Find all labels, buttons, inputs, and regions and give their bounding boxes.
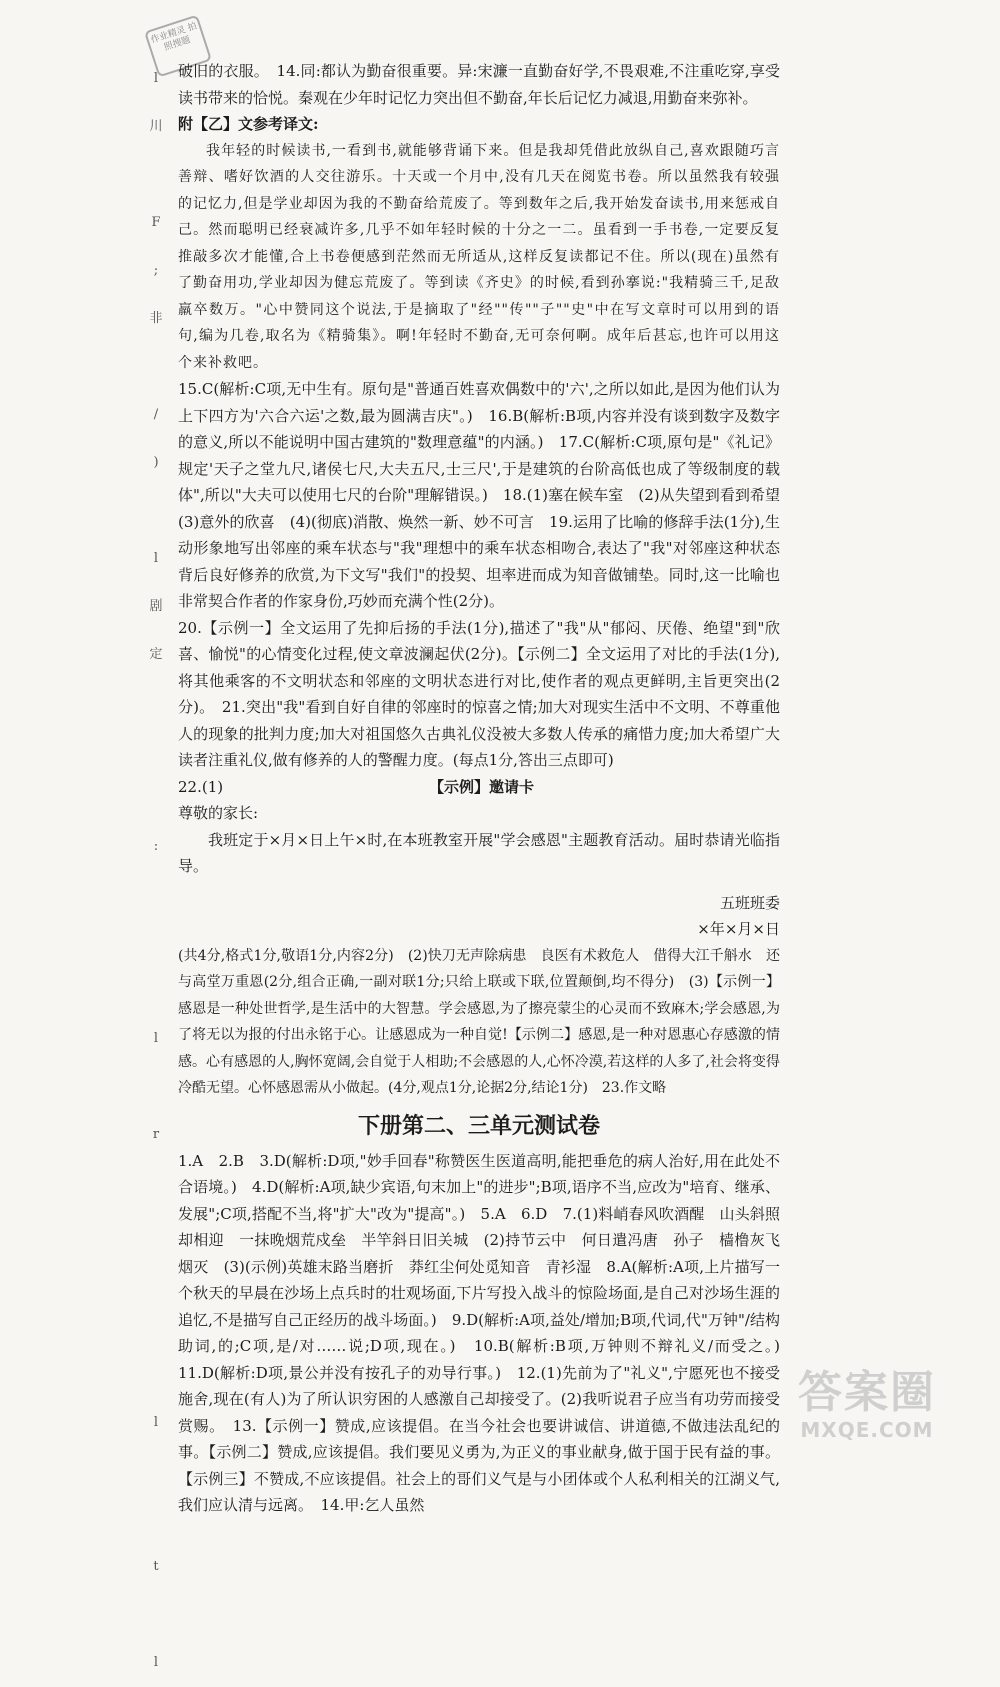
section-title: 下册第二、三单元测试卷 <box>357 1112 600 1139</box>
site-watermark <box>772 1368 962 1448</box>
invitation-signer: 五班班委 <box>719 893 780 912</box>
seal-stamp: 作业精灵 拍照搜题 <box>144 15 212 78</box>
section-answers: 1.A 2.B 3.D(解析:D项,"妙手回春"称赞医生医道高明,能把垂危的病人治好,用在此处不合语境。) 4.D(解析:A项,缺少宾语,句末加上"的进步";B项,语序不当,应改为"培育、继承、发展";C项,搭配不当,将"扩大"改为"提高"。) 5.A 6.D 7.(1)料峭春风吹酒醒 山头斜照却相迎 一抹晚烟荒戍垒 半竿斜日旧关城 (2)持节云中 何日遣冯唐 孙子 樯橹灰飞烟灭 (3)(示例)英雄末路当磨折 莽红尘何处觅知音 青衫湿 8.A(解析:A项,上片描写一个秋天的早晨在沙场上点兵时的壮观场面,下片写投入战斗的惊险场面,是自己对沙场生涯的追忆,不是描写自己正经历的战斗场面。) 9.D(解析:A项,益处/增加;B项,代词,代"万钟"/结构助词,的;C项,是/对……说;D项,现在。) 10.B(解析:B项,万钟则不辩礼义/而受之。) 11.D(解析:D项,景公并没有按孔子的劝导行事。) 12.(1)先前为了"礼义",宁愿死也不接受施舍,现在(有人)为了所认识穷困的人感激自己却接受了。(2)我听说君子应当有功劳而接受赏赐。 13.【示例一】赞成,应该提倡。在当今社会也要讲诚信、讲道德,不做违法乱纪的事。【示例二】赞成,应该提倡。我们要见义勇为,为正义的事业献身,做于国于民有益的事。【示例三】不赞成,不应该提倡。社会上的哥们义气是与小团体或个人私利相关的江湖义气,我们应认清与远离。 14.甲:乞人虽然 <box>178 1151 796 1514</box>
invitation-number: 22.(1) <box>178 777 224 796</box>
answer-after-invitation: (共4分,格式1分,敬语1分,内容2分) (2)快刀无声除病患 良医有术救危人 借得大江千斛水 还与高堂万重恩(2分,组合正确,一副对联1分;只给上联或下联,位置颠倒,均不得分) (3)【示例一】感恩是一种处世哲学,是生活中的大智慧。学会感恩,为了擦亮蒙尘的心灵而不致麻木;学会感恩,为了将无以为报的付出永铭于心。让感恩成为一种自觉!【示例二】感恩,是一种对恩惠心存感激的情感。心有感恩的人,胸怀宽阔,会自觉于人相助;不会感恩的人,心怀冷漠,若这样的人多了,社会将变得冷酷无望。心怀感恩需从小做起。(4分,观点1分,论据2分,结论1分) 23.作文略 <box>178 947 780 1096</box>
answer-paragraph: 15.C(解析:C项,无中生有。原句是"普通百姓喜欢偶数中的'六',之所以如此,是因为他们认为上下四方为'六合六运'之数,最为圆满吉庆"。) 16.B(解析:B项,内容并没有谈到数字及数字的意义,所以不能说明中国古建筑的"数理意蕴"的内涵。) 17.C(解析:C项,原句是"《礼记》规定'天子之堂九尺,诸侯七尺,大夫五尺,士三尺',于是建筑的台阶高低也成了等级制度的载体",所以"大夫可以使用七尺的台阶"理解错误。) 18.(1)塞在候车室 (2)从失望到看到希望 (3)意外的欣喜 (4)(彻底)消散、焕然一新、妙不可言 19.运用了比喻的修辞手法(1分),生动形象地写出邻座的乘车状态与"我"理想中的乘车状态相吻合,表达了"我"对邻座这种状态背后良好修养的欣赏,为下文写"我们"的投契、坦率进而成为知音做铺垫。同时,这一比喻也非常契合作者的作家身份,巧妙而充满个性(2分)。 <box>178 380 796 610</box>
invitation-greeting: 尊敬的家长: <box>178 804 259 822</box>
answer-content <box>178 58 796 1519</box>
answer-blocks <box>178 58 796 774</box>
watermark-logo-text: 答案圈 <box>798 1367 936 1418</box>
watermark-url: MXQE.COM <box>800 1418 934 1442</box>
answer-paragraph: 我年轻的时候读书,一看到书,就能够背诵下来。但是我却凭借此放纵自己,喜欢跟随巧言善辩、嗜好饮酒的人交往游乐。十天或一个月中,没有几天在阅览书卷。所以虽然我有较强的记忆力,但是学业却因为我的不勤奋给荒废了。等到数年之后,我开始发奋读书,用来惩戒自己。然而聪明已经衰减许多,几乎不如年轻时候的十分之一二。虽看到一手书卷,一定要反复推敲多次才能懂,合上书卷便感到茫然而无所适从,这样反复读都记不住。所以(现在)虽然有了勤奋用功,学业却因为健忘荒废了。等到读《齐史》的时候,看到孙搴说:"我精骑三千,足敌羸卒数万。"心中赞同这个说法,于是摘取了"经""传""子""史"中在写文章时可以用到的语句,编为几卷,取名为《精骑集》。啊!年轻时不勤奋,无可奈何啊。成年后甚忘,也许可以用这个来补救吧。 <box>178 142 780 371</box>
invitation-title: 【示例】邀请卡 <box>429 777 535 796</box>
invitation-body: 我班定于×月×日上午×时,在本班教室开展"学会感恩"主题教育活动。届时恭请光临指导。 <box>178 830 780 875</box>
invitation-date: ×年×月×日 <box>697 920 780 938</box>
answer-paragraph: 20.【示例一】全文运用了先抑后扬的手法(1分),描述了"我"从"郁闷、厌倦、绝望"到"欣喜、愉悦"的心情变化过程,使文章波澜起伏(2分)。【示例二】全文运用了对比的手法(1分),将其他乘客的不文明状态和邻座的文明状态进行对比,使作者的观点更鲜明,主旨更突出(2分)。 21.突出"我"看到自好自律的邻座时的惊喜之情;加大对现实生活中不文明、不尊重他人的现象的批判力度;加大对祖国悠久古典礼仪没被大多数人传承的痛惜力度;加大希望广大读者注重礼仪,做有修养的人的警醒力度。(每点1分,答出三点即可) <box>178 618 780 769</box>
binding-margin-marks: l 川 F ; 非 / ) l 剧 定 : l r l t l <box>149 71 163 1670</box>
answer-paragraph: 破旧的衣服。 14.同:都认为勤奋很重要。异:宋濂一直勤奋好学,不畏艰难,不注重吃穿,享受读书带来的恰悦。秦观在少年时记忆力突出但不勤奋,年长后记忆力减退,用勤奋来弥补。 <box>178 62 780 107</box>
answer-paragraph: 附【乙】文参考译文: <box>178 115 319 133</box>
invitation-card <box>178 774 780 943</box>
